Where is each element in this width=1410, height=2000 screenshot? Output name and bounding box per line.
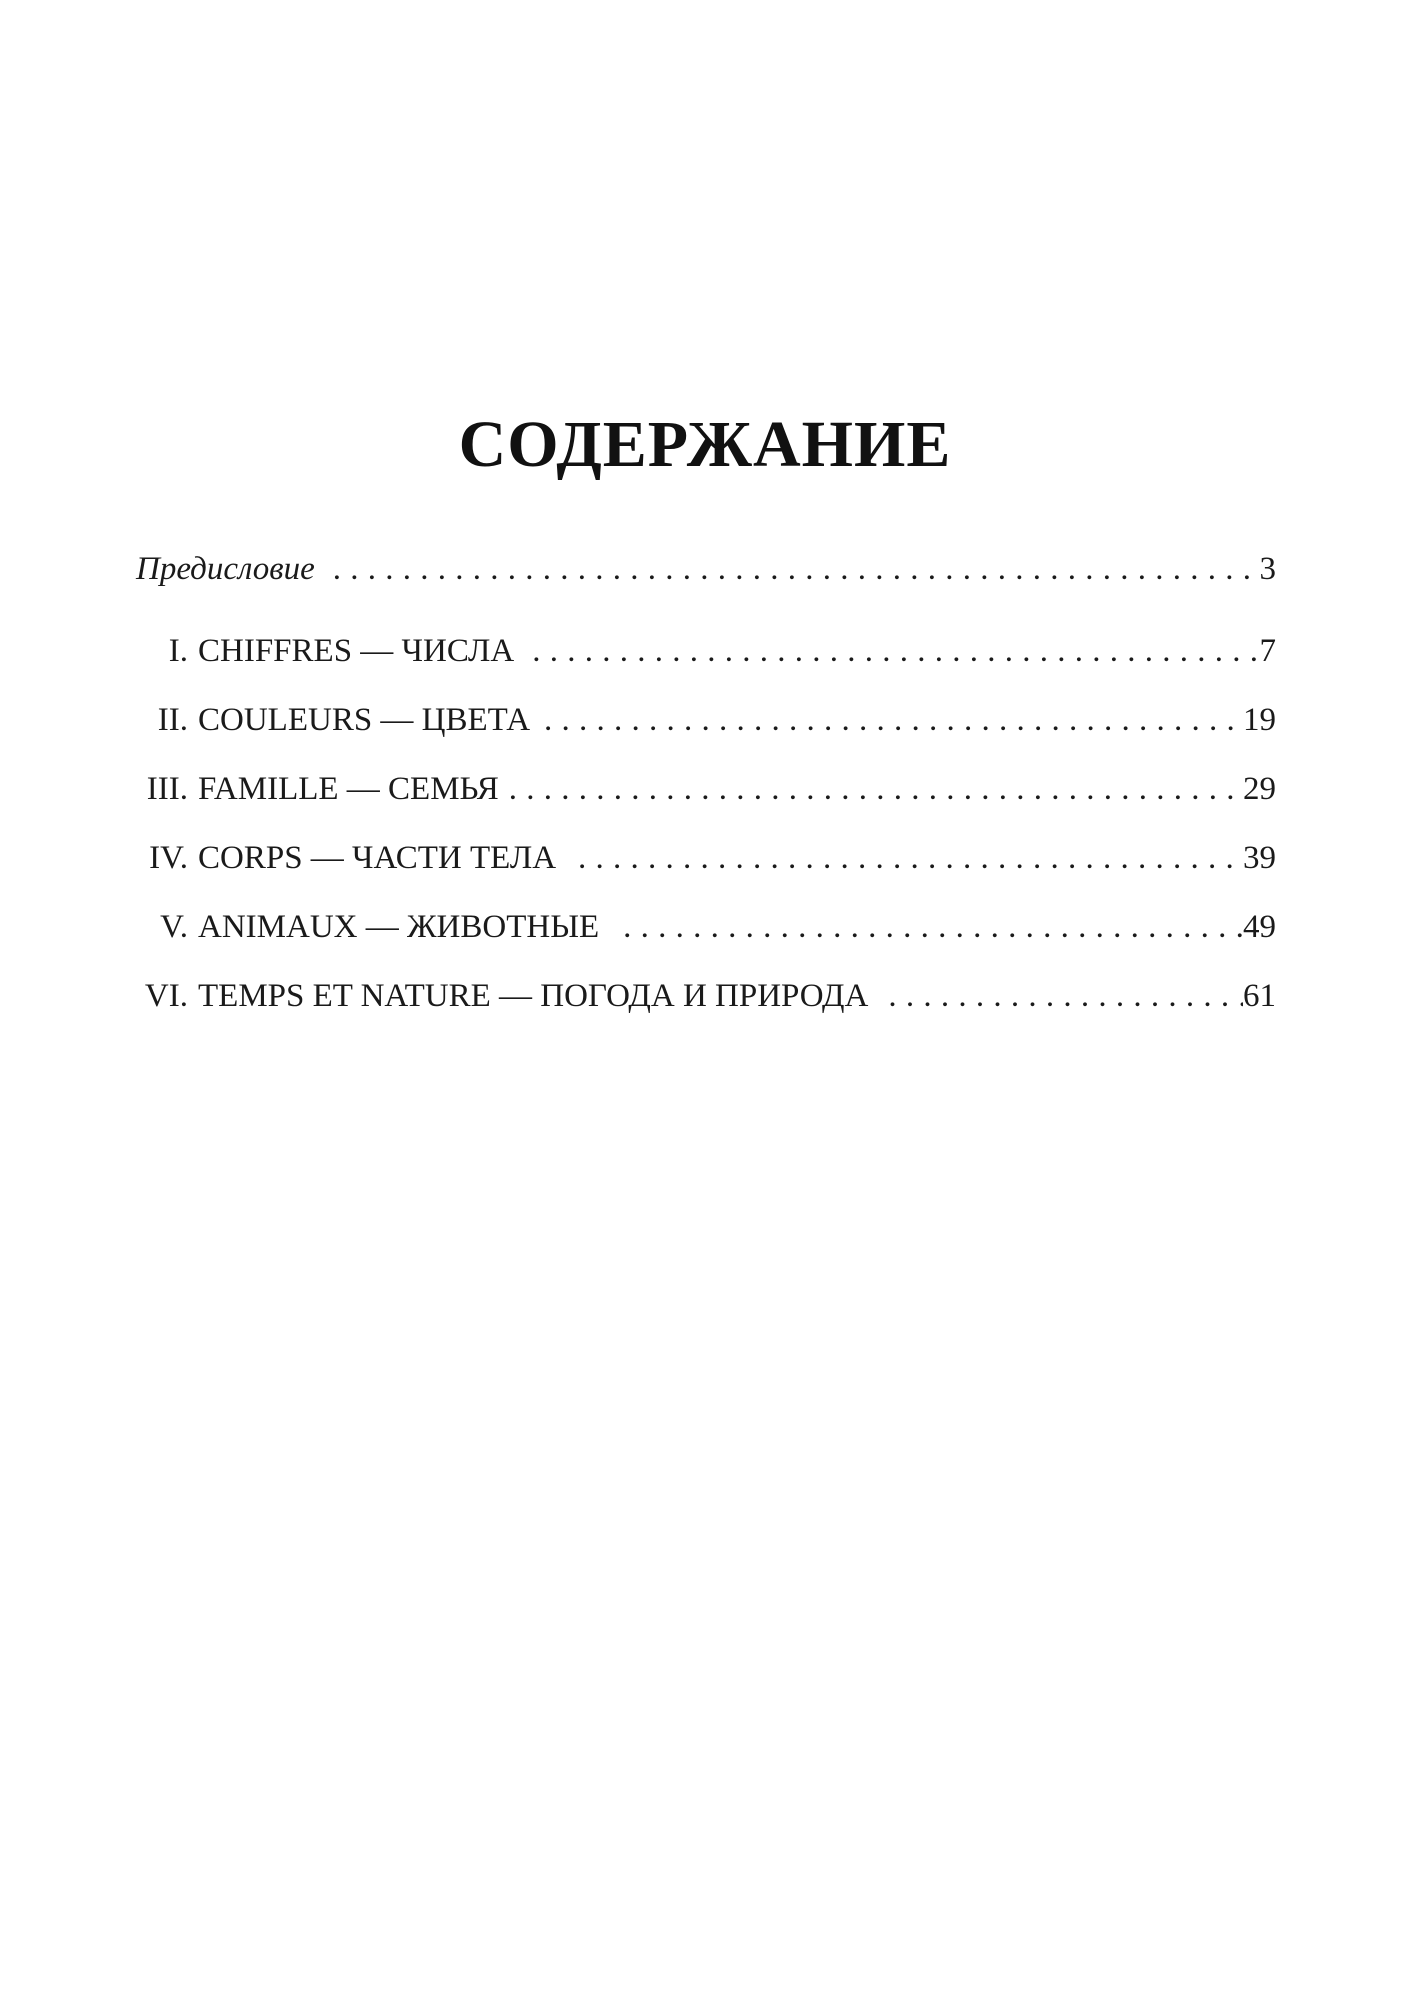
- toc-entry-page-number: 39: [1243, 840, 1276, 876]
- toc-entry-label: COULEURS — ЦВЕТА: [198, 702, 531, 738]
- toc-entry-chapter-2[interactable]: [136, 693, 1276, 737]
- chapter-number: III.: [146, 771, 188, 807]
- chapter-number: I.: [168, 633, 188, 669]
- toc-entry-page-number: 49: [1243, 909, 1276, 945]
- chapter-number: IV.: [149, 840, 188, 876]
- table-of-contents: [136, 0, 1276, 2000]
- toc-entry-label: Предисловие: [136, 551, 315, 587]
- toc-entry-chapter-4[interactable]: [136, 831, 1276, 875]
- chapter-number: VI.: [144, 978, 188, 1014]
- toc-entry-label: ANIMAUX — ЖИВОТНЫЕ: [198, 909, 600, 945]
- toc-entry-page-number: 61: [1243, 978, 1276, 1014]
- toc-entry-chapter-3[interactable]: [136, 762, 1276, 806]
- toc-entry-page-number: 3: [1259, 551, 1276, 587]
- chapter-number: II.: [157, 702, 188, 738]
- toc-entry-chapter-5[interactable]: [136, 900, 1276, 944]
- dot-leader: [868, 980, 1243, 1013]
- toc-entry-chapter-1[interactable]: [136, 624, 1276, 668]
- toc-entry-label: TEMPS ET NATURE — ПОГОДА И ПРИРОДА: [198, 978, 869, 1014]
- toc-entry-page-number: 29: [1243, 771, 1276, 807]
- dot-leader: [556, 842, 1243, 875]
- toc-entry-chapter-6[interactable]: [136, 969, 1276, 1013]
- dot-leader: [514, 635, 1256, 668]
- toc-entry-label: FAMILLE — СЕМЬЯ: [198, 771, 499, 807]
- dot-leader: [499, 773, 1243, 806]
- page-title: СОДЕРЖАНИЕ: [458, 408, 952, 481]
- toc-entry-page-number: 7: [1259, 633, 1276, 669]
- toc-entry-preface[interactable]: [136, 542, 1276, 586]
- dot-leader: [599, 911, 1243, 944]
- toc-entry-label: CORPS — ЧАСТИ ТЕЛА: [198, 840, 557, 876]
- toc-entry-page-number: 19: [1243, 702, 1276, 738]
- dot-leader: [315, 553, 1256, 586]
- toc-entry-label: CHIFFRES — ЧИСЛА: [198, 633, 515, 669]
- dot-leader: [530, 704, 1243, 737]
- chapter-number: V.: [160, 909, 188, 945]
